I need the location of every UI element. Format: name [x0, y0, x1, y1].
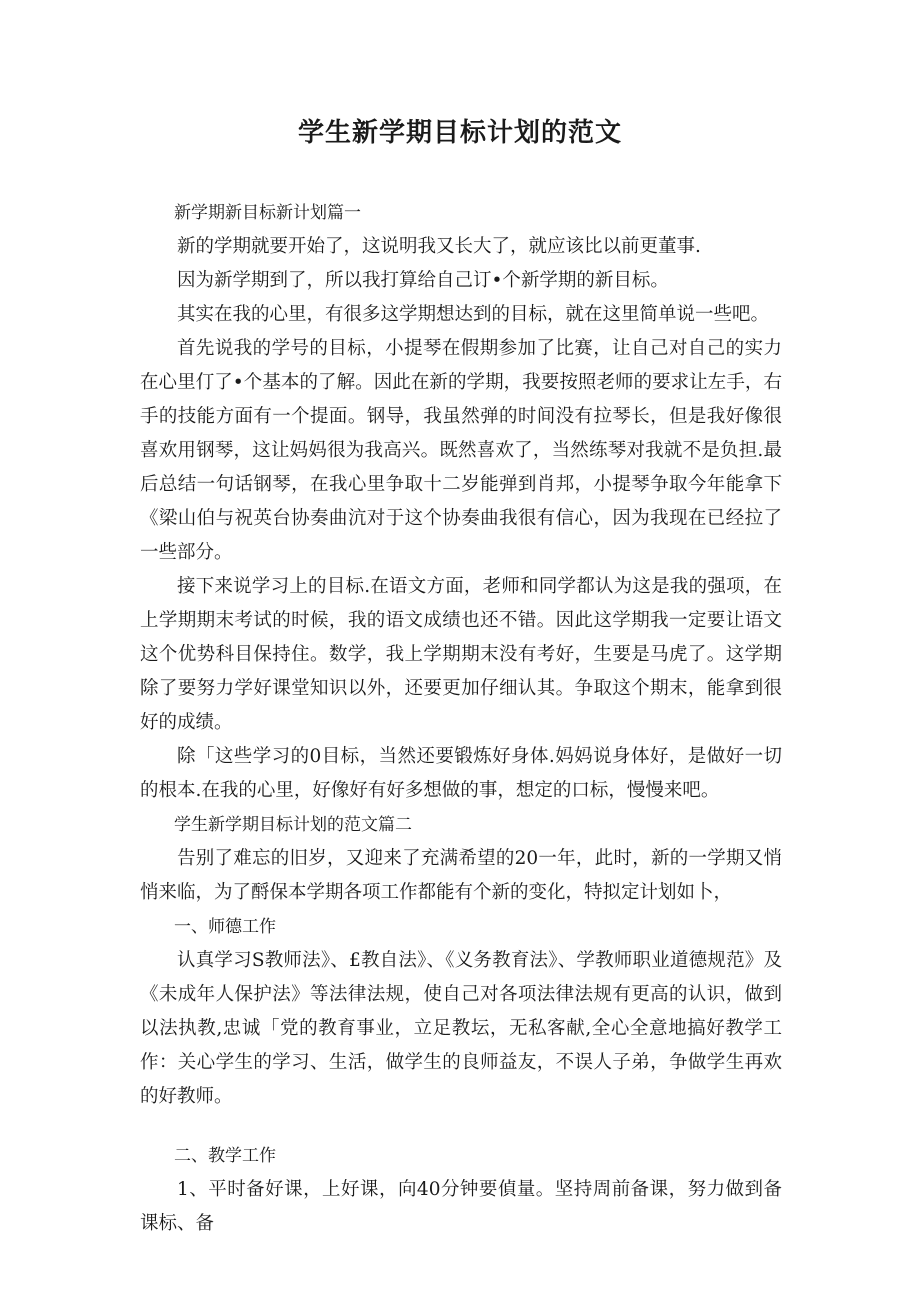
- paragraph: 告别了难忘的旧岁，又迎来了充满希望的20一年，此时，新的一学期又悄悄来临，为了酹保本学期各项工作都能有个新的变化，特拟定计划如卜，: [140, 848, 782, 903]
- paragraph: 除「这些学习的0目标，当然还要锻炼好身体.妈妈说身体好，是做好一切的根本.在我的心里，好像好有好多想做的事，想定的口标，慢慢来吧。: [140, 746, 782, 801]
- section-heading-part-one: 新学期新目标新计划篇一: [174, 203, 361, 223]
- paragraph: 其实在我的心里，有很多这学期想达到的目标，就在这里简单说一些吧。: [177, 304, 770, 325]
- paragraph: 1、平时备好课，上好课，向40分钟要偵量。坚持周前备课，努力做到备课标、备: [140, 1179, 782, 1234]
- section-heading-part-two: 学生新学期目标计划的范文篇二: [174, 815, 412, 835]
- paragraph: 因为新学期到了，所以我打算给自己订•个新学期的新目标。: [177, 270, 669, 291]
- document-body: [140, 196, 782, 1241]
- paragraph: 新的学期就要开始了，这说明我又长大了，就应该比以前更董事.: [177, 236, 701, 257]
- subheading-teacher-ethics: 一、师德工作: [174, 917, 276, 937]
- paragraph: 认真学习S教师法》、£教自法》、《义务教育法》、学教师职业道德规范》及《未成年人保护法》等法律法规，使自己对各项法律法规有更高的认识，做到以法执教,忠诚「党的教育事业，立足教坛，无私客献,全心全意地搞好教学工作：关心学生的学习、生活，做学生的良师益友，不误人子弟，争做学生再欢的好教师。: [140, 950, 782, 1107]
- paragraph: 首先说我的学号的目标，小提琴在假期参加了比赛，让自己对自己的实力在心里仃了•个基本的了解。因此在新的学期，我要按照老师的要求让左手，右手的技能方面有一个提面。钢导，我虽然弹的时间没有拉琴长，但是我好像很喜欢用钢琴，这让妈妈很为我高兴。既然喜欢了，当然练琴对我就不是负担.最后总结一句话钢琴，在我心里争取十二岁能弹到肖邦，小提琴争取今年能拿下《梁山伯与祝英台协奏曲沆对于这个协奏曲我很有信心，因为我现在已经拉了一些部分。: [140, 338, 782, 563]
- subheading-teaching-work: 二、教学工作: [174, 1146, 276, 1166]
- paragraph: 接下来说学习上的目标.在语文方面，老师和同学都认为这是我的强项，在上学期期末考试的时候，我的语文成绩也还不错。因此这学期我一定要让语文这个优势科目保持住。数学，我上学期期末没有考好，生要是马虎了。这学期除了要努力学好课堂知识以外，还要更加仔细认其。争取这个期末，能拿到很好的成绩。: [140, 576, 782, 733]
- document-title: 学生新学期目标计划的范文: [297, 118, 622, 148]
